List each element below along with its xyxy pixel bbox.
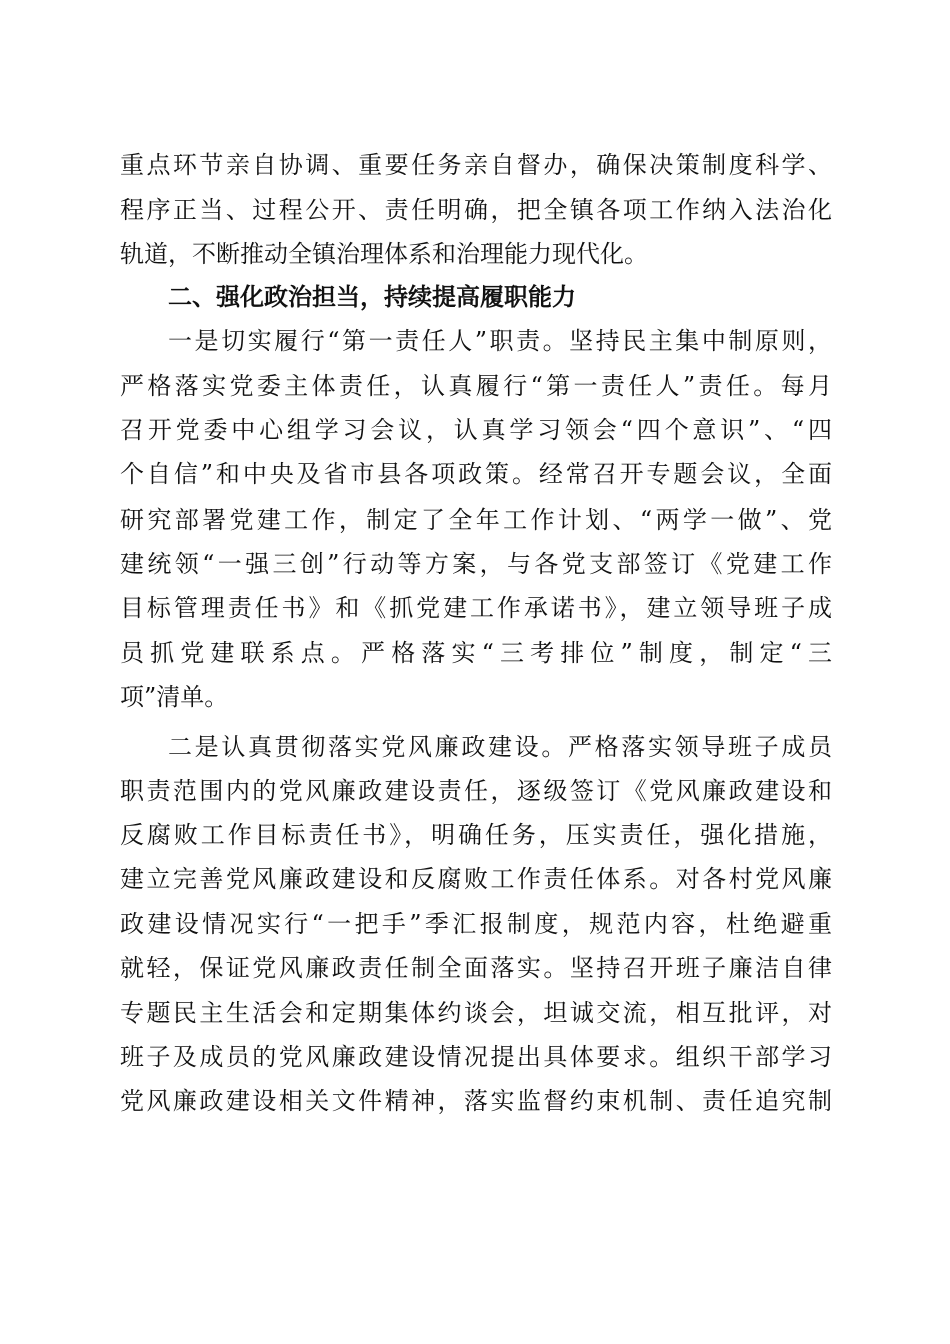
text-line-22: 党风廉政建设相关文件精神，落实监督约束机制、责任追究制	[120, 1087, 832, 1115]
text-line-5: 一是切实履行“第一责任人”职责。坚持民主集中制原则，	[168, 327, 832, 355]
text-line-13: 项”清单。	[120, 683, 229, 711]
text-line-14: 二是认真贯彻落实党风廉政建设。严格落实领导班子成员	[168, 733, 832, 761]
text-line-8: 个自信”和中央及省市县各项政策。经常召开专题会议，全面	[120, 460, 832, 488]
text-line-20: 专题民主生活会和定期集体约谈会，坦诚交流，相互批评，对	[120, 999, 832, 1027]
text-line-15: 职责范围内的党风廉政建设责任，逐级签订《党风廉政建设和	[120, 777, 832, 805]
text-line-19: 就轻，保证党风廉政责任制全面落实。坚持召开班子廉洁自律	[120, 954, 832, 982]
text-line-12: 员抓党建联系点。严格落实“三考排位”制度，制定“三	[120, 639, 832, 667]
text-line-11: 目标管理责任书》和《抓党建工作承诺书》，建立领导班子成	[120, 594, 832, 622]
section-heading: 二、强化政治担当，持续提高履职能力	[168, 283, 576, 311]
text-line-6: 严格落实党委主体责任，认真履行“第一责任人”责任。每月	[120, 372, 832, 400]
text-line-18: 政建设情况实行“一把手”季汇报制度，规范内容，杜绝避重	[120, 910, 832, 938]
text-line-10: 建统领“一强三创”行动等方案，与各党支部签订《党建工作	[120, 550, 832, 578]
text-line-1: 重点环节亲自协调、重要任务亲自督办，确保决策制度科学、	[120, 151, 832, 179]
text-line-17: 建立完善党风廉政建设和反腐败工作责任体系。对各村党风廉	[120, 865, 832, 893]
text-line-9: 研究部署党建工作，制定了全年工作计划、“两学一做”、党	[120, 506, 832, 534]
text-line-21: 班子及成员的党风廉政建设情况提出具体要求。组织干部学习	[120, 1043, 832, 1071]
text-line-3: 轨道，不断推动全镇治理体系和治理能力现代化。	[120, 240, 648, 268]
text-line-7: 召开党委中心组学习会议，认真学习领会“四个意识”、“四	[120, 416, 832, 444]
text-line-16: 反腐败工作目标责任书》，明确任务，压实责任，强化措施，	[120, 821, 832, 849]
text-line-2: 程序正当、过程公开、责任明确，把全镇各项工作纳入法治化	[120, 196, 832, 224]
